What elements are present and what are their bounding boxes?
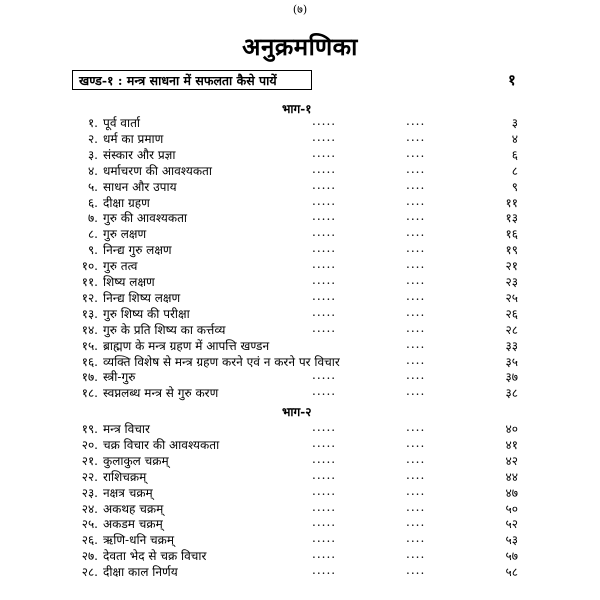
toc-entry-number: १८. <box>81 386 98 401</box>
toc-entry-title: पूर्व वार्ता <box>103 116 141 130</box>
part-1-heading: भाग-१ <box>282 102 312 116</box>
toc-entry-page: ६ <box>511 147 518 162</box>
toc-leader-dots: ..... <box>312 384 337 399</box>
toc-entry <box>0 194 600 210</box>
toc-leader-dots: .... <box>406 257 426 272</box>
toc-leader-dots: ..... <box>312 177 337 192</box>
toc-entry-page: ५३ <box>505 533 518 548</box>
toc-entry-page: ५२ <box>505 517 518 532</box>
toc-entry-title: ब्राह्मण के मन्त्र ग्रहण में आपत्ति खण्डन <box>103 338 270 353</box>
toc-entry <box>0 531 600 547</box>
toc-leader-dots: .... <box>406 241 426 256</box>
toc-entry-title: ऋणि-धनि चक्रम् <box>103 533 175 548</box>
toc-entry-number: ७. <box>87 211 98 226</box>
toc-leader-dots: ..... <box>312 320 337 335</box>
toc-entry-number: २२. <box>81 469 98 484</box>
toc-entry-page: ४४ <box>505 469 518 484</box>
toc-entry-number: २३. <box>81 485 98 500</box>
toc-entry-title: अकडम चक्रम् <box>103 517 163 532</box>
toc-entry <box>0 353 600 369</box>
toc-leader-dots: .... <box>406 336 426 351</box>
toc-entry-number: २०. <box>81 437 98 452</box>
toc-leader-dots: .... <box>406 531 426 546</box>
toc-leader-dots: ..... <box>312 515 337 530</box>
toc-entry-title: दीक्षा काल निर्णय <box>103 565 178 580</box>
toc-entry-number: ४. <box>87 163 98 178</box>
toc-entry-title: धर्माचरण की आवश्यकता <box>103 163 212 178</box>
toc-entry-page: ४७ <box>505 485 518 500</box>
toc-entry-page: २५ <box>505 290 518 305</box>
toc-entry <box>0 563 600 579</box>
toc-entry-page: २८ <box>505 322 518 337</box>
toc-leader-dots: .... <box>406 451 426 466</box>
toc-entry-page: ८ <box>511 163 518 178</box>
toc-entry <box>0 337 600 353</box>
toc-entry-page: ३३ <box>505 338 518 353</box>
toc-entry <box>0 515 600 531</box>
toc-entry-number: १. <box>87 116 98 130</box>
toc-entry <box>0 130 600 146</box>
toc-leader-dots: ..... <box>312 273 337 287</box>
toc-leader-dots: ..... <box>312 499 337 514</box>
toc-leader-dots: .... <box>406 304 426 319</box>
toc-leader-dots: .... <box>406 467 426 482</box>
toc-entry <box>0 384 600 400</box>
toc-entry-page: १६ <box>505 227 518 242</box>
toc-entry <box>0 257 600 273</box>
toc-entry-title: दीक्षा ग्रहण <box>103 195 150 210</box>
toc-entry-title: गुरु तत्व <box>103 259 138 274</box>
toc-entry-page: ५० <box>505 501 518 516</box>
toc-entry <box>0 321 600 337</box>
toc-entry <box>0 209 600 225</box>
toc-entry <box>0 225 600 241</box>
toc-entry-number: १३. <box>81 306 98 321</box>
toc-leader-dots: ..... <box>312 288 337 303</box>
toc-entry <box>0 484 600 500</box>
toc-leader-dots: .... <box>406 288 426 303</box>
toc-entry <box>0 146 600 162</box>
toc-leader-dots: ..... <box>312 467 337 482</box>
toc-entry-page: ३७ <box>505 370 518 385</box>
toc-entry-page: ३ <box>511 116 518 130</box>
toc-leader-dots: ..... <box>312 114 337 128</box>
toc-entry-number: १९. <box>81 422 98 436</box>
toc-entry-number: १२. <box>81 290 98 305</box>
part-2-heading: भाग-२ <box>282 405 312 419</box>
toc-leader-dots: ..... <box>312 209 337 224</box>
toc-entry-page: १३ <box>505 211 518 226</box>
toc-leader-dots: ..... <box>312 435 337 450</box>
toc-entry <box>0 452 600 468</box>
toc-entry-page: १९ <box>505 243 518 258</box>
toc-entry-title: अकथह चक्रम् <box>103 501 164 516</box>
toc-entry-number: २४. <box>81 501 98 516</box>
toc-leader-dots: ..... <box>312 563 337 578</box>
toc-leader-dots: ..... <box>312 531 337 546</box>
toc-entry-number: ५. <box>87 179 98 194</box>
toc-leader-dots: .... <box>406 384 426 399</box>
toc-entry-page: २१ <box>505 259 518 274</box>
toc-entry-title: गुरु के प्रति शिष्य का कर्त्तव्य <box>103 322 226 337</box>
toc-entry-page: २३ <box>505 275 518 289</box>
page-title: अनुक्रमणिका <box>242 32 358 61</box>
toc-entry-title: देवता भेद से चक्र विचार <box>103 549 207 564</box>
toc-leader-dots: ..... <box>312 241 337 256</box>
toc-entry-page: ३८ <box>505 386 518 401</box>
toc-entry-number: २८. <box>81 565 98 580</box>
toc-entry-number: १७. <box>81 370 98 385</box>
toc-entry-title: धर्म का प्रमाण <box>103 131 164 146</box>
toc-entry-title: संस्कार और प्रज्ञा <box>103 147 176 162</box>
toc-entry-page: ४ <box>511 131 518 146</box>
toc-leader-dots: .... <box>406 145 426 160</box>
toc-leader-dots: ..... <box>312 483 337 498</box>
toc-leader-dots: ..... <box>312 257 337 272</box>
toc-entry-page: ४२ <box>505 453 518 468</box>
toc-entry <box>0 241 600 257</box>
toc-leader-dots: .... <box>406 177 426 192</box>
toc-leader-dots: ..... <box>312 451 337 466</box>
toc-entry-number: २१. <box>81 453 98 468</box>
toc-entry <box>0 178 600 194</box>
toc-entry-number: १४. <box>81 322 98 337</box>
toc-entry-page: ९ <box>511 179 518 194</box>
toc-entry <box>0 305 600 321</box>
toc-entry <box>0 500 600 516</box>
toc-entry-title: नक्षत्र चक्रम् <box>103 485 153 500</box>
toc-leader-dots: .... <box>406 515 426 530</box>
toc-entry-number: १०. <box>81 259 98 274</box>
toc-entry-title: गुरु शिष्य की परीक्षा <box>103 306 190 321</box>
toc-leader-dots: ..... <box>312 129 337 144</box>
toc-leader-dots: ..... <box>312 304 337 319</box>
toc-entry <box>0 368 600 384</box>
toc-entry-title: गुरु लक्षण <box>103 227 147 242</box>
toc-leader-dots: .... <box>406 129 426 144</box>
toc-entry-title: साधन और उपाय <box>103 179 177 194</box>
toc-entry <box>0 547 600 563</box>
toc-leader-dots: .... <box>406 273 426 287</box>
toc-leader-dots: .... <box>406 435 426 450</box>
section-heading-page: १ <box>508 71 516 89</box>
toc-entry-page: २६ <box>505 306 518 321</box>
toc-entry-title: व्यक्ति विशेष से मन्त्र ग्रहण करने एवं न करने पर विचार <box>103 354 340 369</box>
toc-leader-dots: ..... <box>312 145 337 160</box>
toc-leader-dots: .... <box>406 352 426 367</box>
toc-entry-title: निन्द्य शिष्य लक्षण <box>103 290 181 305</box>
section-heading-box: खण्ड-१ : मन्त्र साधना में सफलता कैसे पायें <box>72 70 312 90</box>
toc-entry-number: २. <box>87 131 98 146</box>
toc-entry-number: ११. <box>81 275 98 289</box>
toc-entry-title: निन्द्य गुरु लक्षण <box>103 243 172 258</box>
toc-entry-number: ८. <box>87 227 98 242</box>
toc-entry-page: ३५ <box>505 354 518 369</box>
toc-entry <box>0 468 600 484</box>
toc-leader-dots: ..... <box>312 193 337 208</box>
toc-leader-dots: .... <box>406 499 426 514</box>
toc-entry <box>0 162 600 178</box>
toc-leader-dots: .... <box>406 114 426 128</box>
toc-leader-dots: .... <box>406 193 426 208</box>
toc-entry-title: राशिचक्रम् <box>103 469 147 484</box>
toc-leader-dots: ..... <box>312 368 337 383</box>
toc-entry-title: गुरु की आवश्यकता <box>103 211 188 226</box>
toc-entry-number: २६. <box>81 533 98 548</box>
toc-entry-title: स्त्री-गुरु <box>103 370 136 385</box>
toc-entry-number: १६. <box>81 354 98 369</box>
toc-entry-page: ११ <box>505 195 518 210</box>
toc-leader-dots: ..... <box>312 225 337 240</box>
toc-leader-dots: .... <box>406 420 426 434</box>
toc-entry-title: मन्त्र विचार <box>103 422 150 436</box>
toc-entry <box>0 273 600 289</box>
toc-entry-page: ४० <box>505 422 518 436</box>
toc-entry-number: ९. <box>87 243 98 258</box>
toc-leader-dots: .... <box>406 368 426 383</box>
toc-entry-number: २७. <box>81 549 98 564</box>
toc-leader-dots: .... <box>406 547 426 562</box>
toc-leader-dots: .... <box>406 209 426 224</box>
toc-leader-dots: ..... <box>312 161 337 176</box>
toc-leader-dots: .... <box>406 483 426 498</box>
toc-entry-number: १५. <box>81 338 98 353</box>
toc-entry <box>0 289 600 305</box>
toc-entry-title: कुलाकुल चक्रम् <box>103 453 169 468</box>
toc-leader-dots: .... <box>406 161 426 176</box>
toc-leader-dots: ..... <box>312 420 337 434</box>
toc-entry-title: चक्र विचार की आवश्यकता <box>103 437 220 452</box>
toc-entry-page: ५८ <box>505 565 518 580</box>
toc-leader-dots: ..... <box>312 547 337 562</box>
toc-entry-page: ५७ <box>505 549 518 564</box>
toc-entry-title: शिष्य लक्षण <box>103 275 155 289</box>
toc-leader-dots: .... <box>406 320 426 335</box>
toc-entry-page: ४१ <box>505 437 518 452</box>
toc-entry-number: २५. <box>81 517 98 532</box>
toc-entry <box>0 420 600 436</box>
toc-entry <box>0 114 600 130</box>
toc-entry-number: ३. <box>87 147 98 162</box>
toc-leader-dots: .... <box>406 563 426 578</box>
toc-entry <box>0 436 600 452</box>
toc-leader-dots: .... <box>406 225 426 240</box>
toc-entry-number: ६. <box>87 195 98 210</box>
page-number: (७) <box>292 3 308 16</box>
toc-entry-title: स्वप्नलब्ध मन्त्र से गुरु करण <box>103 386 219 401</box>
